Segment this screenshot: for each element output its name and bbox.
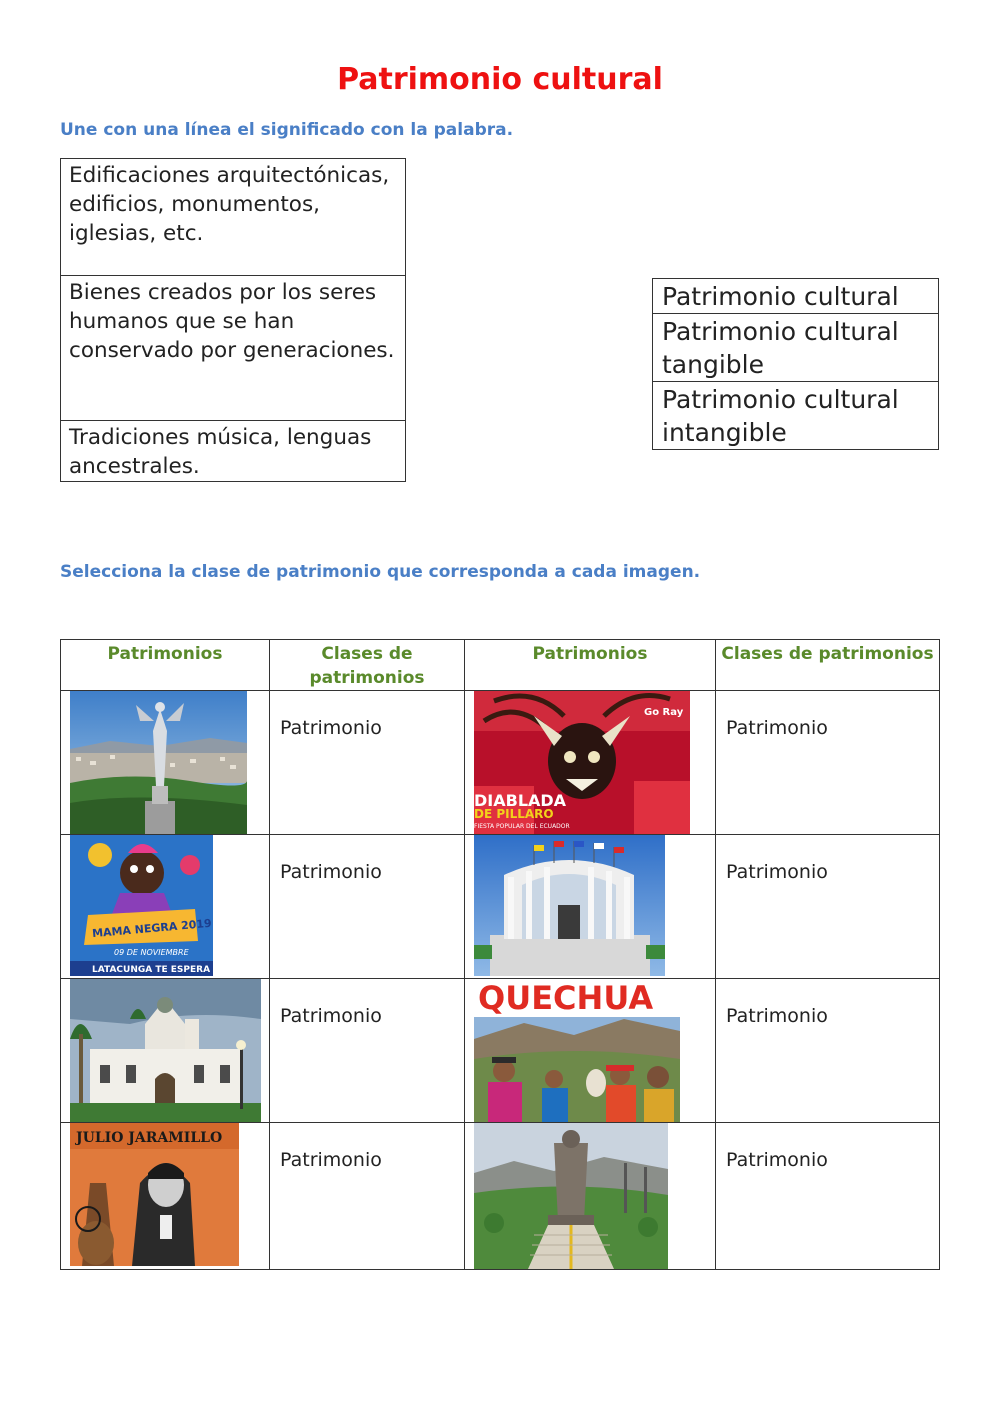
definition-cell[interactable] [61,421,406,482]
header-patrimonios: Patrimonios [61,640,270,691]
word-text: Patrimonio cultural intangible [662,385,899,447]
answer-cell[interactable] [716,1123,940,1270]
answer-label: Patrimonio [726,1005,828,1027]
image-cell [465,835,716,979]
instruction-match: Une con una línea el significado con la palabra. [60,120,514,140]
table-row [61,979,940,1123]
virgen-panecillo-image [70,691,269,834]
hemiciclo-rotonda-image [474,835,715,976]
image-cell [465,979,716,1123]
answer-cell[interactable] [270,691,465,835]
answer-cell[interactable] [270,979,465,1123]
word-cell[interactable] [653,382,939,450]
answer-label: Patrimonio [726,1149,828,1171]
instruction-select: Selecciona la clase de patrimonio que corresponda a cada imagen. [60,562,701,582]
answer-label: Patrimonio [280,717,382,739]
catedral-quito-image [70,979,269,1122]
diablada-title: DIABLADA [474,791,567,810]
definition-cell[interactable] [61,159,406,276]
page-title: Patrimonio cultural [337,62,663,97]
word-cell[interactable] [653,279,939,314]
word-cell[interactable] [653,314,939,382]
image-cell [61,835,270,979]
mama-negra-tagline: LATACUNGA TE ESPERA [92,965,211,975]
heritage-grid [60,639,940,1270]
mama-negra-title: MAMA NEGRA 2019 [91,916,213,941]
quechua-people-image [474,979,715,1122]
answer-label: Patrimonio [726,717,828,739]
definition-text: Edificaciones arquitectónicas, edificios, monumentos, iglesias, etc. [69,163,390,246]
image-cell [61,979,270,1123]
definition-text: Bienes creados por los seres humanos que se han conservado por generaciones. [69,280,395,363]
image-cell [465,691,716,835]
table-row [61,835,940,979]
header-clases: Clases de patrimonios [716,640,940,691]
answer-cell[interactable] [270,835,465,979]
mama-negra-image [70,835,269,976]
answer-cell[interactable] [716,691,940,835]
mitad-del-mundo-image [474,1123,715,1269]
word-text: Patrimonio cultural tangible [662,317,899,379]
diablada-logo: Go Ray [644,707,684,718]
diablada-tagline: FIESTA POPULAR DEL ECUADOR [474,823,570,830]
image-cell [61,1123,270,1270]
definition-text: Tradiciones música, lenguas ancestrales. [69,425,372,479]
quechua-title: QUECHUA [478,979,654,1017]
definitions-table [60,158,406,482]
answer-label: Patrimonio [726,861,828,883]
words-table [652,278,939,450]
mama-negra-date: 09 DE NOVIEMBRE [114,948,189,957]
header-clases: Clases de patrimonios [270,640,465,691]
diablada-pillaro-image [474,691,715,834]
answer-cell[interactable] [716,979,940,1123]
image-cell [61,691,270,835]
answer-label: Patrimonio [280,1149,382,1171]
image-cell [465,1123,716,1270]
definition-cell[interactable] [61,276,406,421]
answer-cell[interactable] [716,835,940,979]
grid-header-row [61,640,940,691]
diablada-subtitle: DE PILLARO [474,807,554,821]
julio-title: JULIO JARAMILLO [76,1130,223,1146]
answer-cell[interactable] [270,1123,465,1270]
word-text: Patrimonio cultural [662,282,899,311]
answer-label: Patrimonio [280,1005,382,1027]
header-patrimonios: Patrimonios [465,640,716,691]
table-row [61,1123,940,1270]
julio-jaramillo-image [70,1123,269,1266]
answer-label: Patrimonio [280,861,382,883]
table-row [61,691,940,835]
